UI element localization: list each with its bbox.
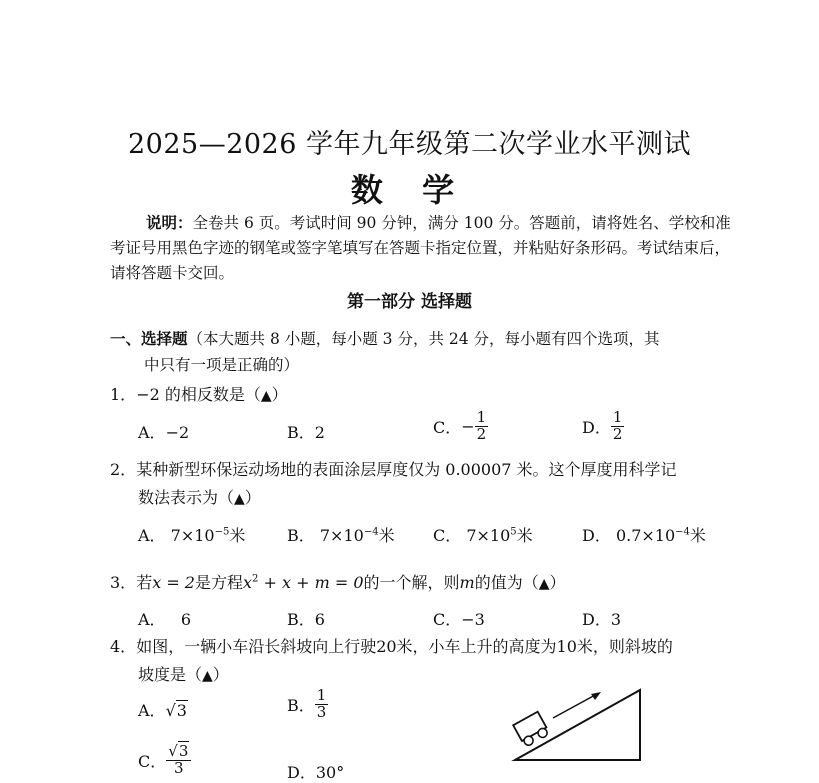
option-label: C． <box>138 751 167 771</box>
option-base: 7×10 <box>170 526 215 545</box>
q3-eq-exp: 2 <box>252 573 259 585</box>
option-label: A． <box>138 526 166 545</box>
q4-number: 4． <box>110 637 137 656</box>
q3-pre: 若 <box>136 573 153 592</box>
car-icon <box>513 712 550 748</box>
q1-option-b <box>287 420 325 443</box>
option-label: D． <box>582 526 611 545</box>
q3-eq-rest: + x + m = 0 <box>258 573 364 592</box>
section-title: 第一部分 选择题 <box>347 292 472 312</box>
answer-triangle-icon: ▲ <box>202 668 213 684</box>
option-exponent: −5 <box>214 526 230 538</box>
slope-car-figure <box>505 680 650 780</box>
q4-option-a <box>138 698 188 721</box>
q3-var: m <box>459 573 475 592</box>
q4-option-c <box>138 744 191 777</box>
subject-title: 数 学 <box>350 171 469 209</box>
answer-triangle-icon: ▲ <box>260 388 272 404</box>
question-1-stem <box>110 382 288 405</box>
option-text: 6 <box>314 610 325 629</box>
q2-number: 2． <box>110 460 137 479</box>
q3-close: ） <box>549 573 566 592</box>
q2-close: ） <box>244 488 261 507</box>
numerator: 1 <box>476 408 487 426</box>
exam-title: 2025—2026 学年九年级第二次学业水平测试 <box>127 129 691 160</box>
option-label: A． <box>138 701 166 720</box>
q1-close: ） <box>271 385 288 404</box>
option-label: C． <box>433 526 462 545</box>
q3-post: 的一个解，则 <box>363 573 460 592</box>
question-2-stem-cont <box>138 485 261 508</box>
question-4-stem-cont <box>138 662 229 685</box>
denominator: 2 <box>612 424 623 443</box>
numerator: √3 <box>166 744 191 761</box>
option-sign: − <box>461 416 475 436</box>
question-4-stem <box>110 634 673 657</box>
arrow-head-icon <box>591 692 601 700</box>
q4-stem-1: 如图，一辆小车沿长斜坡向上行驶20米，小车上升的高度为10米，则斜坡的 <box>136 637 673 656</box>
q4-close: ） <box>212 665 229 684</box>
option-base: 0.7×10 <box>615 526 676 545</box>
option-text: 3 <box>610 610 622 629</box>
q1-option-a <box>138 420 189 443</box>
numerator: 1 <box>316 686 327 704</box>
denominator: 3 <box>316 702 327 721</box>
question-3-stem <box>110 570 566 593</box>
q3-number: 3． <box>110 573 137 592</box>
option-unit: 米 <box>378 526 395 545</box>
q3-mid: 是方程 <box>194 573 243 592</box>
option-base: 7×10 <box>319 526 364 545</box>
sqrt-icon: √ <box>165 701 176 720</box>
instructions-text: 全卷共 6 页。考试时间 90 分钟，满分 100 分。答题前，请将姓名、学校和准考证号用黑色字迹的钢笔或签字笔填写在答题卡指定位置，并粘贴好条形码。考试结束后，请将答题卡交回。 <box>110 214 731 282</box>
part-desc-1: （本大题共 8 小题，每小题 3 分，共 24 分，每小题有四个选项，其 <box>187 330 660 348</box>
q1-option-d <box>582 410 624 443</box>
option-unit: 米 <box>229 526 246 545</box>
option-label: B． <box>287 610 315 629</box>
option-label: D． <box>287 763 316 782</box>
option-text: 30° <box>315 763 345 782</box>
q4-option-b <box>287 688 328 721</box>
q2-option-d <box>582 523 706 546</box>
answer-triangle-icon: ▲ <box>538 576 550 592</box>
option-exponent: 5 <box>510 526 517 538</box>
part-heading <box>110 326 725 378</box>
fraction <box>315 688 329 721</box>
option-exponent: −4 <box>363 526 379 538</box>
option-label: B． <box>287 423 315 442</box>
q2-stem-2: 数法表示为（ <box>138 488 235 507</box>
q1-number: 1． <box>110 385 137 404</box>
q3-eq-x: x <box>243 573 253 592</box>
q3-condition: x = 2 <box>152 573 195 592</box>
q2-option-c <box>433 523 533 546</box>
option-base: 7×10 <box>466 526 511 545</box>
q3-option-b <box>287 607 325 630</box>
fraction <box>166 744 191 777</box>
radicand: 3 <box>178 742 189 760</box>
radicand: 3 <box>176 701 187 720</box>
option-unit: 米 <box>689 526 706 545</box>
direction-arrow-line <box>553 694 597 718</box>
option-label: A． <box>138 423 166 442</box>
question-2-stem <box>110 457 677 480</box>
part-desc-2: 中只有一项是正确的） <box>144 356 300 374</box>
option-label: B． <box>287 695 315 715</box>
option-label: B． <box>287 526 315 545</box>
option-text: 2 <box>314 423 325 442</box>
option-label: A． <box>138 610 166 629</box>
option-label: D． <box>582 417 611 437</box>
fraction <box>475 410 489 443</box>
q2-option-a <box>138 523 245 546</box>
q3-option-c <box>433 607 485 630</box>
q4-stem-2: 坡度是（ <box>138 665 203 684</box>
q3-post2: 的值为（ <box>474 573 539 592</box>
answer-triangle-icon: ▲ <box>234 491 245 507</box>
option-label: D． <box>582 610 611 629</box>
fraction <box>611 410 625 443</box>
denominator: 2 <box>476 424 487 443</box>
option-text: −2 <box>165 423 190 442</box>
option-text: 6 <box>180 610 192 629</box>
part-label: 一、选择题 <box>110 330 188 348</box>
option-label: C． <box>433 610 462 629</box>
numerator: 1 <box>612 408 623 426</box>
q2-option-b <box>287 523 395 546</box>
denominator: 3 <box>174 758 184 777</box>
option-text: −3 <box>461 610 485 629</box>
q1-option-c <box>433 410 488 443</box>
q3-option-d <box>582 607 621 630</box>
option-unit: 米 <box>516 526 533 545</box>
instructions <box>110 211 735 286</box>
q1-stem: −2 的相反数是（ <box>136 385 261 404</box>
option-exponent: −4 <box>675 526 690 538</box>
instructions-label: 说明： <box>146 214 193 232</box>
q2-stem-1: 某种新型环保运动场地的表面涂层厚度仅为 0.00007 米。这个厚度用科学记 <box>136 460 677 479</box>
option-label: C． <box>433 417 462 437</box>
q3-option-a <box>138 607 191 630</box>
